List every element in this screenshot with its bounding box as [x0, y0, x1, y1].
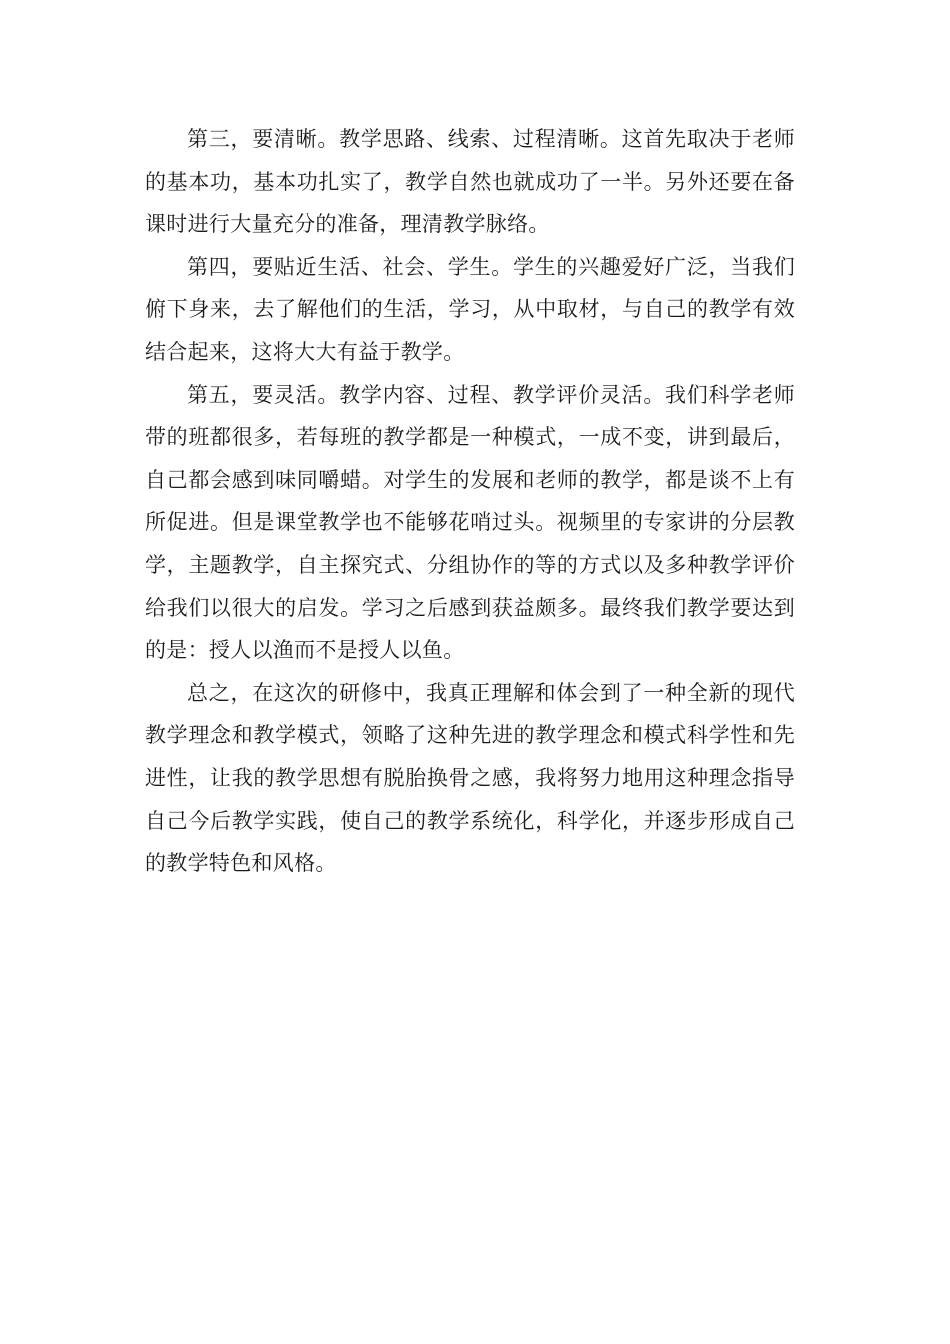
paragraph-clarity: 第三，要清晰。教学思路、线索、过程清晰。这首先取决于老师的基本功，基本功扎实了，教学自然也就成功了一半。另外还要在备课时进行大量充分的准备，理清教学脉络。 [145, 127, 795, 237]
paragraph-conclusion: 总之，在这次的研修中，我真正理解和体会到了一种全新的现代教学理念和教学模式，领略了这种先进的教学理念和模式科学性和先进性，让我的教学思想有脱胎换骨之感，我将努力地用这种理念指导自己今后教学实践，使自己的教学系统化，科学化，并逐步形成自己的教学特色和风格。 [145, 680, 795, 876]
document-body [145, 118, 795, 885]
paragraph-closeness-to-life: 第四，要贴近生活、社会、学生。学生的兴趣爱好广泛，当我们俯下身来，去了解他们的生活，学习，从中取材，与自己的教学有效结合起来，这将大大有益于教学。 [145, 254, 795, 364]
paragraph-flexibility: 第五，要灵活。教学内容、过程、教学评价灵活。我们科学老师带的班都很多，若每班的教学都是一种模式，一成不变，讲到最后，自己都会感到味同嚼蜡。对学生的发展和老师的教学，都是谈不上有所促进。但是课堂教学也不能够花哨过头。视频里的专家讲的分层教学，主题教学，自主探究式、分组协作的等的方式以及多种教学评价给我们以很大的启发。学习之后感到获益颇多。最终我们教学要达到的是：授人以渔而不是授人以鱼。 [145, 382, 795, 663]
